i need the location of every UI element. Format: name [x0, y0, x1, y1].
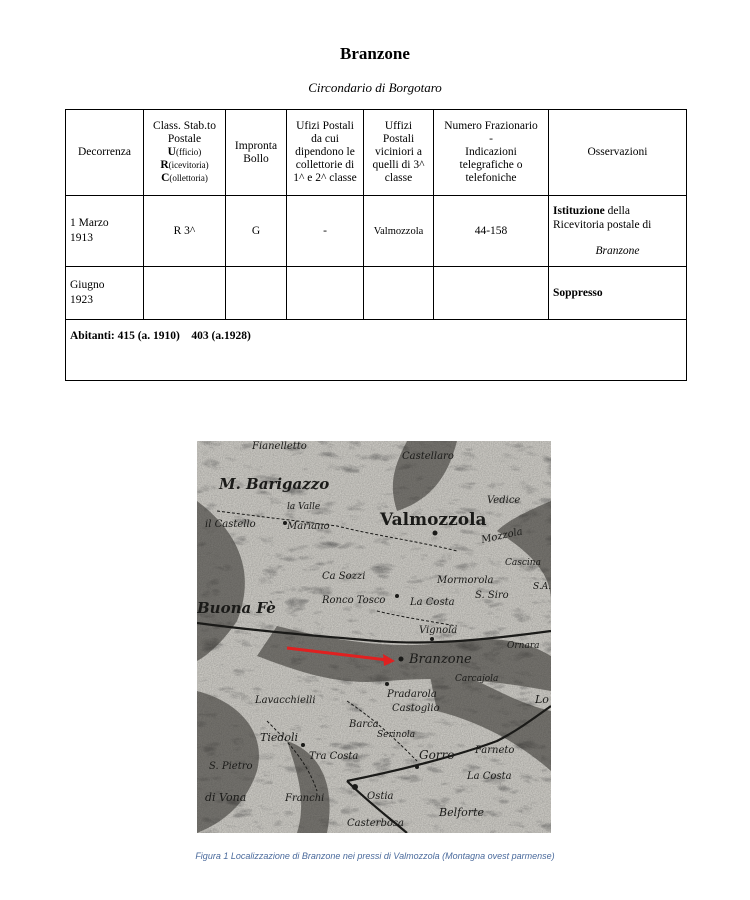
date-line: 1 Marzo	[70, 217, 109, 229]
class-cell	[144, 267, 226, 320]
map-label: Pradarola	[387, 689, 437, 700]
map-label: Serinola	[377, 730, 416, 740]
date-cell	[66, 196, 144, 267]
date-year: 1923	[70, 294, 93, 306]
observations-cell	[549, 267, 687, 320]
map-label: Tiedoli	[260, 731, 299, 744]
map-label: Ostia	[367, 791, 394, 802]
header-numero	[434, 110, 549, 196]
map-label: Buona Fè	[197, 599, 276, 617]
ufizi-cell: -	[287, 196, 364, 267]
figure-caption: Figura 1 Localizzazione di Branzone nei pressi di Valmozzola (Montagna ovest parmense)	[195, 851, 555, 861]
map-label: Castoglio	[392, 703, 440, 714]
ufizi-cell	[287, 267, 364, 320]
map-label: Barca	[349, 719, 379, 730]
date-line: Giugno	[70, 279, 105, 291]
header-decorrenza: Decorrenza	[66, 110, 144, 196]
map-label: Casterbosa	[347, 818, 404, 829]
class-r-letter: R	[160, 159, 169, 171]
obs-keyword: Soppresso	[553, 287, 603, 299]
viciniori-cell	[364, 267, 434, 320]
header-class-r	[148, 159, 221, 172]
class-u-letter: U	[167, 146, 176, 158]
viciniori-cell: Valmozzola	[364, 196, 434, 267]
table-row	[66, 196, 687, 267]
header-class-line: Class. Stab.to Postale	[153, 120, 216, 145]
obs-text: della Ricevitoria postale di	[553, 205, 652, 231]
map-label: Tra Costa	[309, 751, 359, 762]
header-numero-line1: Numero Frazionario	[444, 120, 538, 132]
table-header-row	[66, 110, 687, 196]
map-label: Gorro	[419, 748, 455, 762]
inhabitants-text: Abitanti: 415 (a. 1910) 403 (a.1928)	[70, 330, 251, 342]
map-label: il Castello	[205, 519, 256, 530]
map-label: Castellaro	[402, 451, 454, 462]
map-label: Valmozzola	[380, 510, 487, 530]
map-label: S. Pietro	[209, 761, 253, 772]
impronta-cell	[226, 267, 287, 320]
district-subtitle: Circondario di Borgotaro	[308, 80, 442, 95]
map-label: S. Siro	[475, 590, 509, 601]
obs-keyword: Istituzione	[553, 205, 605, 217]
class-c-rest: (ollettoria)	[169, 173, 208, 183]
obs-place: Branzone	[595, 245, 640, 257]
map-label: Carcajola	[455, 674, 499, 684]
map-label: La Costa	[410, 597, 455, 608]
map-label: di Vona	[205, 791, 247, 804]
class-cell: R 3^	[144, 196, 226, 267]
page-title: Branzone	[340, 44, 410, 63]
header-impronta: Impronta Bollo	[226, 110, 287, 196]
map-label: Belforte	[439, 806, 484, 819]
header-numero-dash: -	[489, 133, 493, 145]
table-row	[66, 267, 687, 320]
date-cell	[66, 267, 144, 320]
header-uffizi-viciniori: Uffizi Postali viciniori a quelli di 3^ classe	[364, 110, 434, 196]
map-label: La Costa	[467, 771, 512, 782]
class-c-letter: C	[161, 172, 170, 184]
map-label: Vignola	[419, 625, 458, 636]
map-label: la Valle	[287, 502, 321, 512]
numero-cell	[434, 267, 549, 320]
map-label: Lavacchielli	[255, 695, 316, 706]
map-label: Ronco Tosco	[322, 595, 386, 606]
class-r-rest: (icevitoria)	[168, 160, 209, 170]
map-label: Mormorola	[437, 575, 494, 586]
header-class-u	[148, 146, 221, 159]
map-label: Fianelletto	[252, 441, 307, 452]
class-u-rest: (fficio)	[175, 147, 202, 157]
historical-map-image	[197, 441, 551, 833]
map-drawing	[197, 441, 551, 833]
header-classification	[144, 110, 226, 196]
map-label: Ca Sozzi	[322, 571, 366, 582]
impronta-cell: G	[226, 196, 287, 267]
observations-cell	[549, 196, 687, 267]
inhabitants-cell	[66, 320, 687, 381]
map-label: Farneto	[475, 745, 515, 756]
map-label: Mozzola	[480, 526, 524, 546]
header-class-c	[148, 172, 221, 185]
inhabitants-row	[66, 320, 687, 381]
map-label: M. Barigazzo	[219, 475, 330, 493]
map-label: Ornara	[507, 641, 540, 651]
map-label: Branzone	[409, 652, 472, 667]
map-label: S.A.	[533, 582, 551, 592]
map-label: Lo	[535, 693, 549, 706]
map-label: Vedice	[487, 495, 521, 506]
header-ufizi: Ufizi Postali da cui dipendono le collettorie di 1^ e 2^ classe	[287, 110, 364, 196]
header-osservazioni: Osservazioni	[549, 110, 687, 196]
numero-cell: 44-158	[434, 196, 549, 267]
header-numero-line2: Indicazioni telegrafiche o telefoniche	[459, 146, 523, 184]
date-year: 1913	[70, 232, 93, 244]
map-label: Mariano	[287, 521, 330, 532]
map-label: Cascina	[505, 558, 541, 568]
map-label: Franchi	[285, 793, 325, 804]
postal-register-table	[65, 109, 687, 381]
